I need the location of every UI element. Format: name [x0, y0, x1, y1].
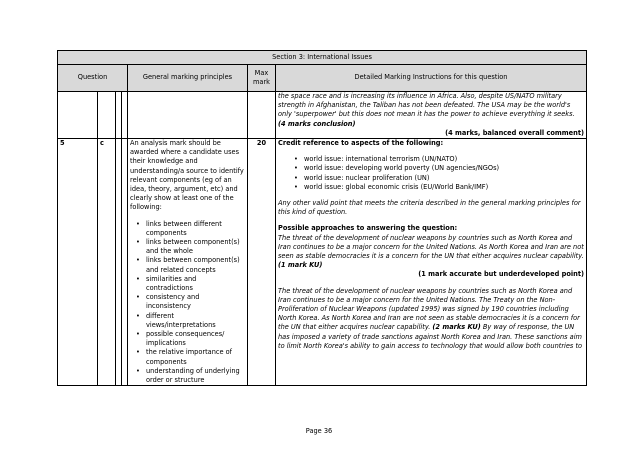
- section-header-row: [58, 51, 587, 65]
- empty-cell: [98, 92, 116, 139]
- approach1-text: The threat of the development of nuclear weapons by countries such as North Korea and Iran continues to be a major concern for the United Nations. As North Korea and Iran are not seen as stable democracies it is a concern for the UN that either acquires nuclear capability.: [278, 233, 584, 261]
- other-valid-note: Any other valid point that meets the criteria described in the general marking principles for this kind of question.: [278, 199, 581, 217]
- list-item: • world issue: international terrorism (UN/NATO): [304, 155, 584, 164]
- list-item: • world issue: global economic crisis (EU/World Bank/IMF): [304, 183, 584, 192]
- credit-heading: Credit reference to aspects of the following:: [278, 139, 444, 148]
- principles-cell: [128, 139, 248, 386]
- approach2-text: The threat of the development of nuclear weapons by countries such as North Korea and Iran continues to be a major concern for the United Nations. The Treaty on the Non-Proliferation of Nuclear Weapons (updated 1995) was signed by 190 countries including North Korea. As North Korea and Iran are not seen as stable democracies it is a concern for the UN that either acquires nuclear capability.: [278, 286, 580, 332]
- principles-list: [130, 220, 245, 386]
- approach1-mark: (1 mark KU): [278, 261, 323, 270]
- list-item: • links between different components: [146, 220, 245, 238]
- section-title: Section 3: International Issues: [58, 51, 587, 65]
- approach2-text-cont: By way of response, the UN has imposed a variety of trade sanctions against North Korea and Iran. These sanctions aim to limit North Korea's ability to gain access to technology that would allow both countries to: [278, 323, 583, 350]
- header-max-mark: [248, 65, 276, 92]
- list-item: • understanding of underlying order or structure: [146, 367, 245, 385]
- max-mark-value: 20: [248, 139, 276, 386]
- header-max-mark-line1: Max: [254, 68, 269, 77]
- empty-cell: [58, 92, 98, 139]
- list-item: • world issue: developing world poverty (UN agencies/NGOs): [304, 164, 584, 173]
- approaches-heading: Possible approaches to answering the question:: [278, 224, 458, 233]
- list-item: • links between component(s) and related concepts: [146, 256, 245, 274]
- list-item: • possible consequences/ implications: [146, 330, 245, 348]
- header-max-mark-line2: mark: [253, 78, 270, 86]
- question-part: c: [98, 139, 116, 386]
- list-item: • world issue: nuclear proliferation (UN): [304, 174, 584, 183]
- list-item: • the relative importance of components: [146, 348, 245, 366]
- header-principles: General marking principles: [128, 65, 248, 92]
- list-item: • different views/interpretations: [146, 312, 245, 330]
- list-item: • similarities and contradictions: [146, 275, 245, 293]
- continuation-cell: [276, 92, 587, 139]
- instructions-cell: [276, 139, 587, 386]
- column-header-row: [58, 65, 587, 92]
- question-row: [58, 139, 587, 386]
- approach1-comment: (1 mark accurate but underdeveloped point): [418, 270, 584, 279]
- continuation-row: [58, 92, 587, 139]
- approach2-mark: (2 marks KU): [432, 323, 481, 332]
- empty-cell: [128, 92, 248, 139]
- credit-list: [278, 155, 584, 192]
- list-item: • consistency and inconsistency: [146, 293, 245, 311]
- continuation-text: the space race and is increasing its influence in Africa. Also, despite US/NATO military strength in Afghanistan, the Taliban has not been defeated. The USA may be the world's only 'superpower' but this does not mean it has the power to achieve everything it seeks.: [278, 92, 575, 119]
- page-number: Page 36: [305, 427, 333, 435]
- header-question: Question: [58, 65, 128, 92]
- principles-intro: An analysis mark should be awarded where a candidate uses their knowledge and understanding/a source to identify relevant components (eg of an idea, theory, argument, etc) and clearly show at least one of the following:: [130, 139, 244, 212]
- marking-table: [57, 50, 587, 386]
- question-number: 5: [58, 139, 98, 386]
- list-item: • links between component(s) and the whole: [146, 238, 245, 256]
- conclusion-marks: (4 marks conclusion): [278, 119, 356, 128]
- empty-cell: [248, 92, 276, 139]
- header-instructions: Detailed Marking Instructions for this question: [276, 65, 587, 92]
- overall-comment: (4 marks, balanced overall comment): [445, 128, 584, 137]
